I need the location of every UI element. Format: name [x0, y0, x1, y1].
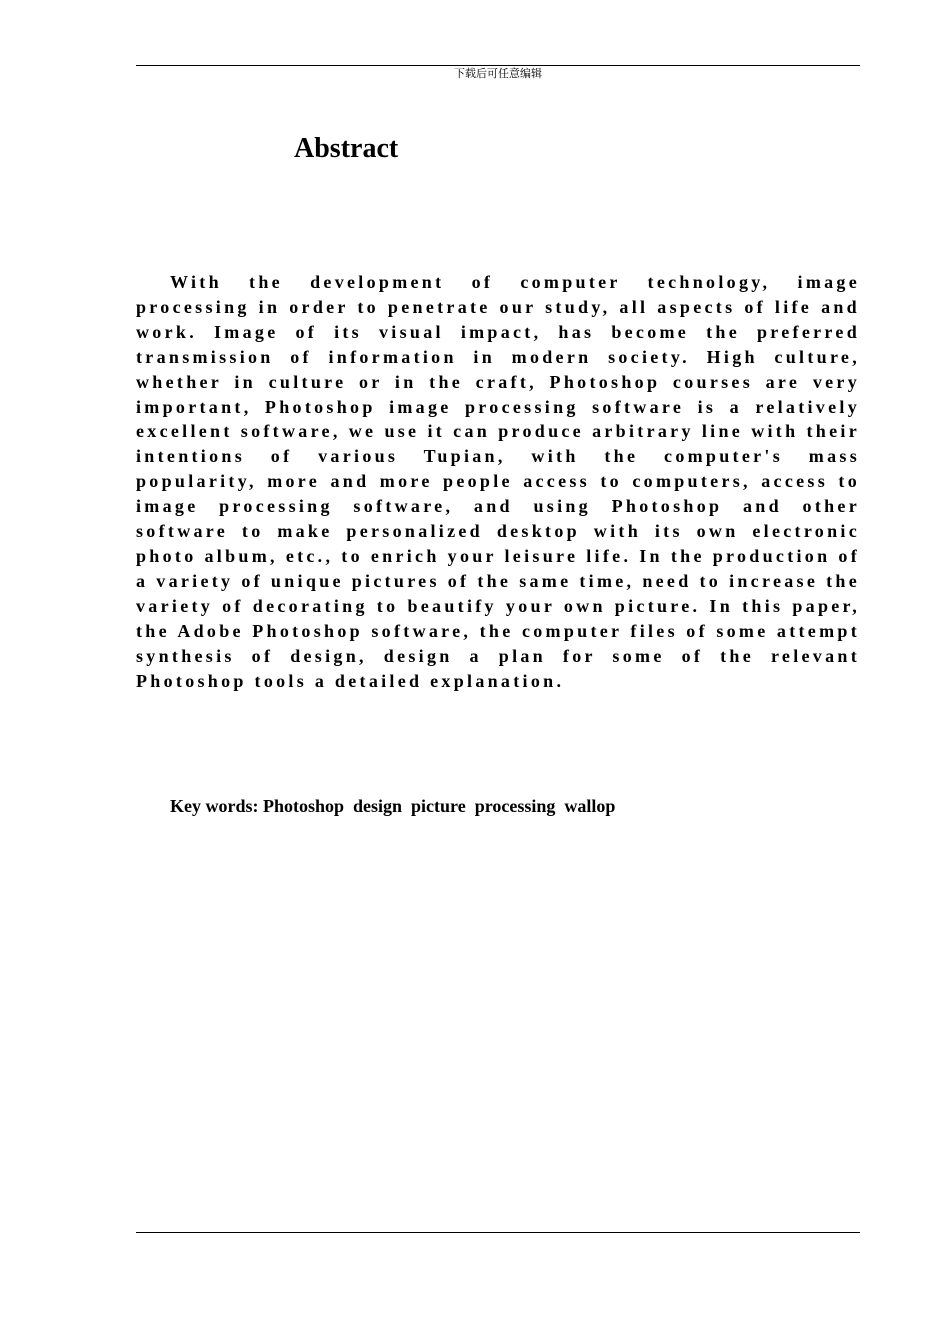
page-title: Abstract — [294, 133, 399, 164]
footer-divider — [136, 1232, 860, 1233]
page-header-text: 下载后可任意编辑 — [454, 67, 542, 80]
keywords-line: Key words: Photoshop design picture processing wallop — [170, 796, 616, 816]
abstract-paragraph: With the development of computer technology, image processing in order to penetrate our study, all aspects of life and work. Image of its visual impact, has become the preferred transmission of information in modern society. High culture, whether in culture or in the craft, Photoshop courses are very important, Photoshop image processing software is a relatively excellent software, we use it can produce arbitrary line with their intentions of various Tupian, with the computer's mass popularity, more and more people access to computers, access to image processing software, and using Photoshop and other software to make personalized desktop with its own electronic photo album, etc., to enrich your leisure life. In the production of a variety of unique pictures of the same time, need to increase the variety of decorating to beautify your own picture. In this paper, the Adobe Photoshop software, the computer files of some attempt synthesis of design, design a plan for some of the relevant Photoshop tools a detailed explanation. — [136, 272, 860, 691]
header-divider — [136, 65, 860, 66]
